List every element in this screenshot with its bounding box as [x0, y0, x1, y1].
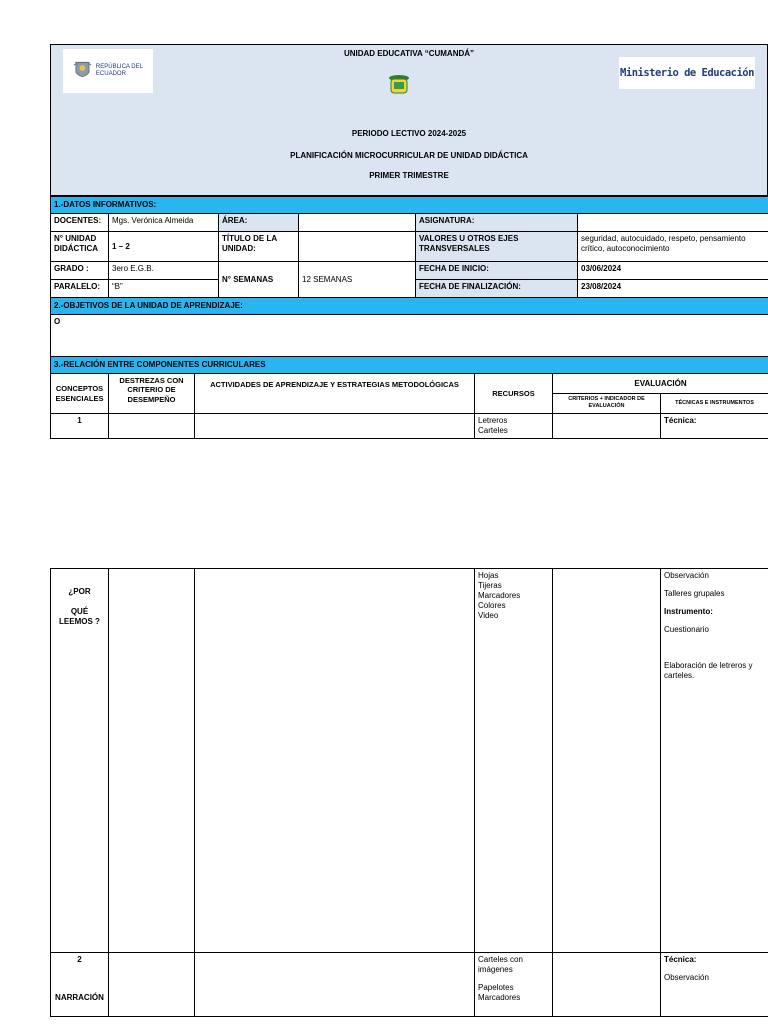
- asignatura-value: [578, 214, 768, 232]
- docentes-value: Mgs. Verónica Almeida: [109, 214, 219, 232]
- row-2-actividades: [195, 953, 475, 1017]
- row-2-observacion: Observación: [664, 973, 709, 982]
- section-2-title: 2.-OBJETIVOS DE LA UNIDAD DE APRENDIZAJE:: [51, 298, 768, 315]
- componentes-table: [50, 373, 768, 439]
- fin-value: 23/08/2024: [578, 280, 768, 298]
- tecnica-talleres: Talleres grupales: [664, 589, 725, 598]
- page-2: [50, 568, 768, 1017]
- col-tecnicas: TÉCNICAS E INSTRUMENTOS: [661, 394, 768, 414]
- row-2-concepto: NARRACIÓN: [55, 993, 104, 1002]
- tecnicas-cell: [661, 569, 768, 953]
- row-2-recursos-a: Carteles con imágenes: [478, 955, 523, 974]
- term-title: PRIMER TRIMESTRE: [369, 171, 449, 180]
- titulo-label: TÍTULO DE LA UNIDAD:: [219, 232, 299, 262]
- col-destrezas: DESTREZAS CON CRITERIO DE DESEMPEÑO: [109, 374, 195, 414]
- semanas-value: 12 SEMANAS: [299, 262, 416, 298]
- actividades-cell: [195, 569, 475, 953]
- inicio-value: 03/06/2024: [578, 262, 768, 280]
- republica-logo: [63, 49, 153, 93]
- valores-value: seguridad, autocuidado, respeto, pensamiento crítico, autoconocimiento: [578, 232, 768, 262]
- semanas-label: N° SEMANAS: [219, 262, 299, 298]
- row-2-number: 2: [77, 955, 82, 964]
- row-1-criterios: [553, 414, 661, 439]
- plan-title: PLANIFICACIÓN MICROCURRICULAR DE UNIDAD DIDÁCTICA: [290, 151, 528, 160]
- area-value: [299, 214, 416, 232]
- coat-of-arms-icon: [73, 57, 92, 85]
- destrezas-cell: [109, 569, 195, 953]
- row-1-number: 1: [51, 414, 109, 439]
- republica-logo-text: REPÚBLICA DEL ECUADOR: [95, 64, 143, 77]
- row-2-tecnica-label: Técnica:: [664, 955, 697, 964]
- col-recursos: RECURSOS: [475, 374, 553, 414]
- page-1: [50, 44, 768, 439]
- row-1-actividades: [195, 414, 475, 439]
- instrumento-label: Instrumento:: [664, 607, 713, 616]
- instrumento-value: Cuestionario: [664, 625, 709, 634]
- grado-label: GRADO :: [51, 262, 109, 280]
- unidad-value: 1 – 2: [109, 232, 219, 262]
- docentes-label: DOCENTES:: [51, 214, 109, 232]
- section-3-title: 3.-RELACIÓN ENTRE COMPONENTES CURRICULARES: [51, 357, 768, 374]
- fin-label: FECHA DE FINALIZACIÓN:: [416, 280, 578, 298]
- row-2-destrezas: [109, 953, 195, 1017]
- elaboracion-text: Elaboración de letreros y carteles.: [664, 661, 753, 680]
- criterios-cell: [553, 569, 661, 953]
- paralelo-value: “B”: [109, 280, 219, 298]
- titulo-value: [299, 232, 416, 262]
- row-1-tecnica: Técnica:: [661, 414, 768, 439]
- area-label: ÁREA:: [219, 214, 299, 232]
- row-2-criterios: [553, 953, 661, 1017]
- row-2-recursos: [475, 953, 553, 1017]
- row-2-number-cell: [51, 953, 109, 1017]
- row-1-destrezas: [109, 414, 195, 439]
- objetivos-value: O: [51, 315, 768, 357]
- recursos-list: Hojas Tijeras Marcadores Colores Video: [475, 569, 553, 953]
- inicio-label: FECHA DE INICIO:: [416, 262, 578, 280]
- asignatura-label: ASIGNATURA:: [416, 214, 578, 232]
- valores-label: VALORES U OTROS EJES TRANSVERSALES: [416, 232, 578, 262]
- period-title: PERIODO LECTIVO 2024-2025: [351, 129, 467, 138]
- row-2-tecnicas: [661, 953, 768, 1017]
- concepto-por-que-leemos: ¿POR QUÉ LEEMOS ?: [51, 569, 109, 953]
- col-conceptos: CONCEPTOS ESENCIALES: [51, 374, 109, 414]
- ministerio-logo: Ministerio de Educación: [619, 57, 755, 89]
- grado-value: 3ero E.G.B.: [109, 262, 219, 280]
- paralelo-label: PARALELO:: [51, 280, 109, 298]
- row-2-recursos-b: Papelotes Marcadores: [478, 983, 521, 1002]
- school-name: UNIDAD EDUCATIVA “CUMANDÁ”: [343, 49, 475, 58]
- document-header: [50, 44, 768, 196]
- datos-informativos-table: [50, 196, 768, 374]
- school-seal-icon: [387, 73, 411, 97]
- col-criterios: CRITERIOS + INDICADOR DE EVALUACIÓN: [553, 394, 661, 414]
- section-1-title: 1.-DATOS INFORMATIVOS:: [51, 197, 768, 214]
- tecnica-observacion: Observación: [664, 571, 709, 580]
- unidad-label: N° UNIDAD DIDÁCTICA: [51, 232, 109, 262]
- componentes-table-continued: [50, 568, 768, 1017]
- row-1-recursos: Letreros Carteles: [475, 414, 553, 439]
- col-evaluacion: EVALUACIÓN: [553, 374, 768, 394]
- col-actividades: ACTIVIDADES DE APRENDIZAJE Y ESTRATEGIAS METODOLÓGICAS: [195, 374, 475, 414]
